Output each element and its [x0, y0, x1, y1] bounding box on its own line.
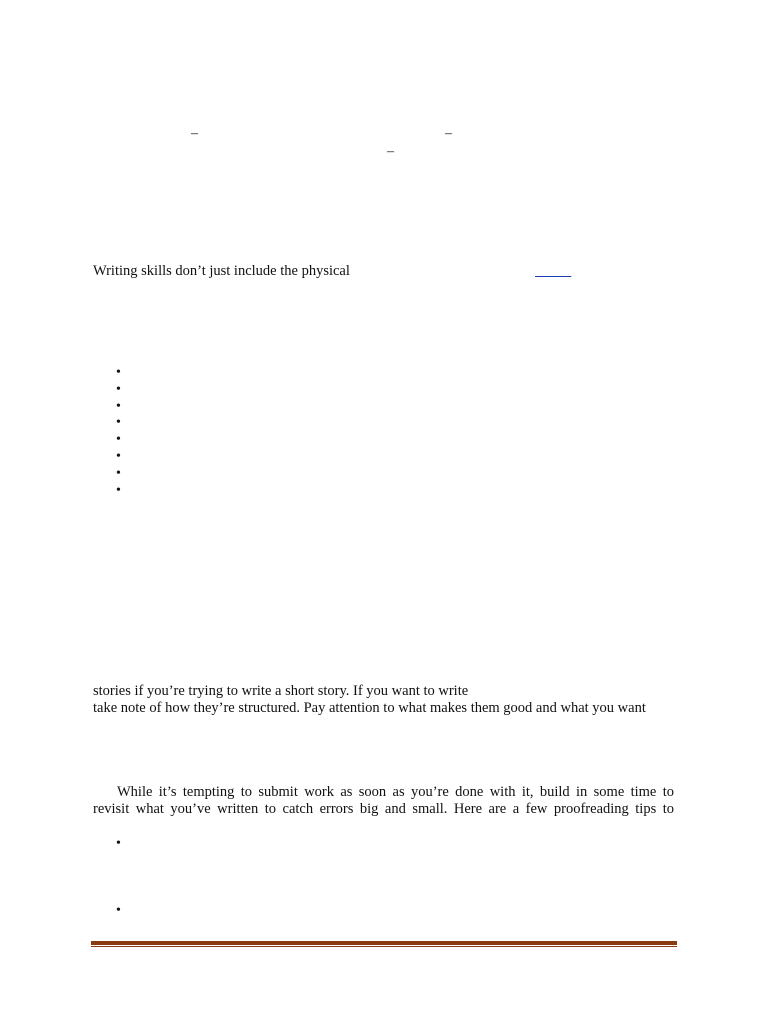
list-bullet: • [116, 483, 121, 498]
list-bullet: • [116, 399, 121, 414]
paragraph-line: stories if you’re trying to write a short story. If you want to write [93, 683, 469, 699]
inline-link[interactable] [535, 262, 571, 280]
paragraph-line: While it’s tempting to submit work as soon as you’re done with it, build in some time to [117, 784, 674, 800]
header-dash: – [445, 126, 452, 141]
list-bullet: • [116, 432, 121, 447]
paragraph-line: revisit what you’ve written to catch errors big and small. Here are a few proofreading tips to [93, 801, 674, 817]
paragraph-text: Writing skills don’t just include the physical [93, 263, 350, 279]
list-bullet: • [116, 449, 121, 464]
list-bullet: • [116, 836, 121, 851]
footer-rule-thin [91, 946, 677, 947]
list-bullet: • [116, 382, 121, 397]
header-dash: – [191, 126, 198, 141]
list-bullet: • [116, 365, 121, 380]
list-bullet: • [116, 466, 121, 481]
list-bullet: • [116, 903, 121, 918]
footer-rule [91, 941, 677, 945]
paragraph-line: take note of how they’re structured. Pay attention to what makes them good and what you want [93, 700, 646, 716]
list-bullet: • [116, 415, 121, 430]
header-dash: – [387, 144, 394, 159]
